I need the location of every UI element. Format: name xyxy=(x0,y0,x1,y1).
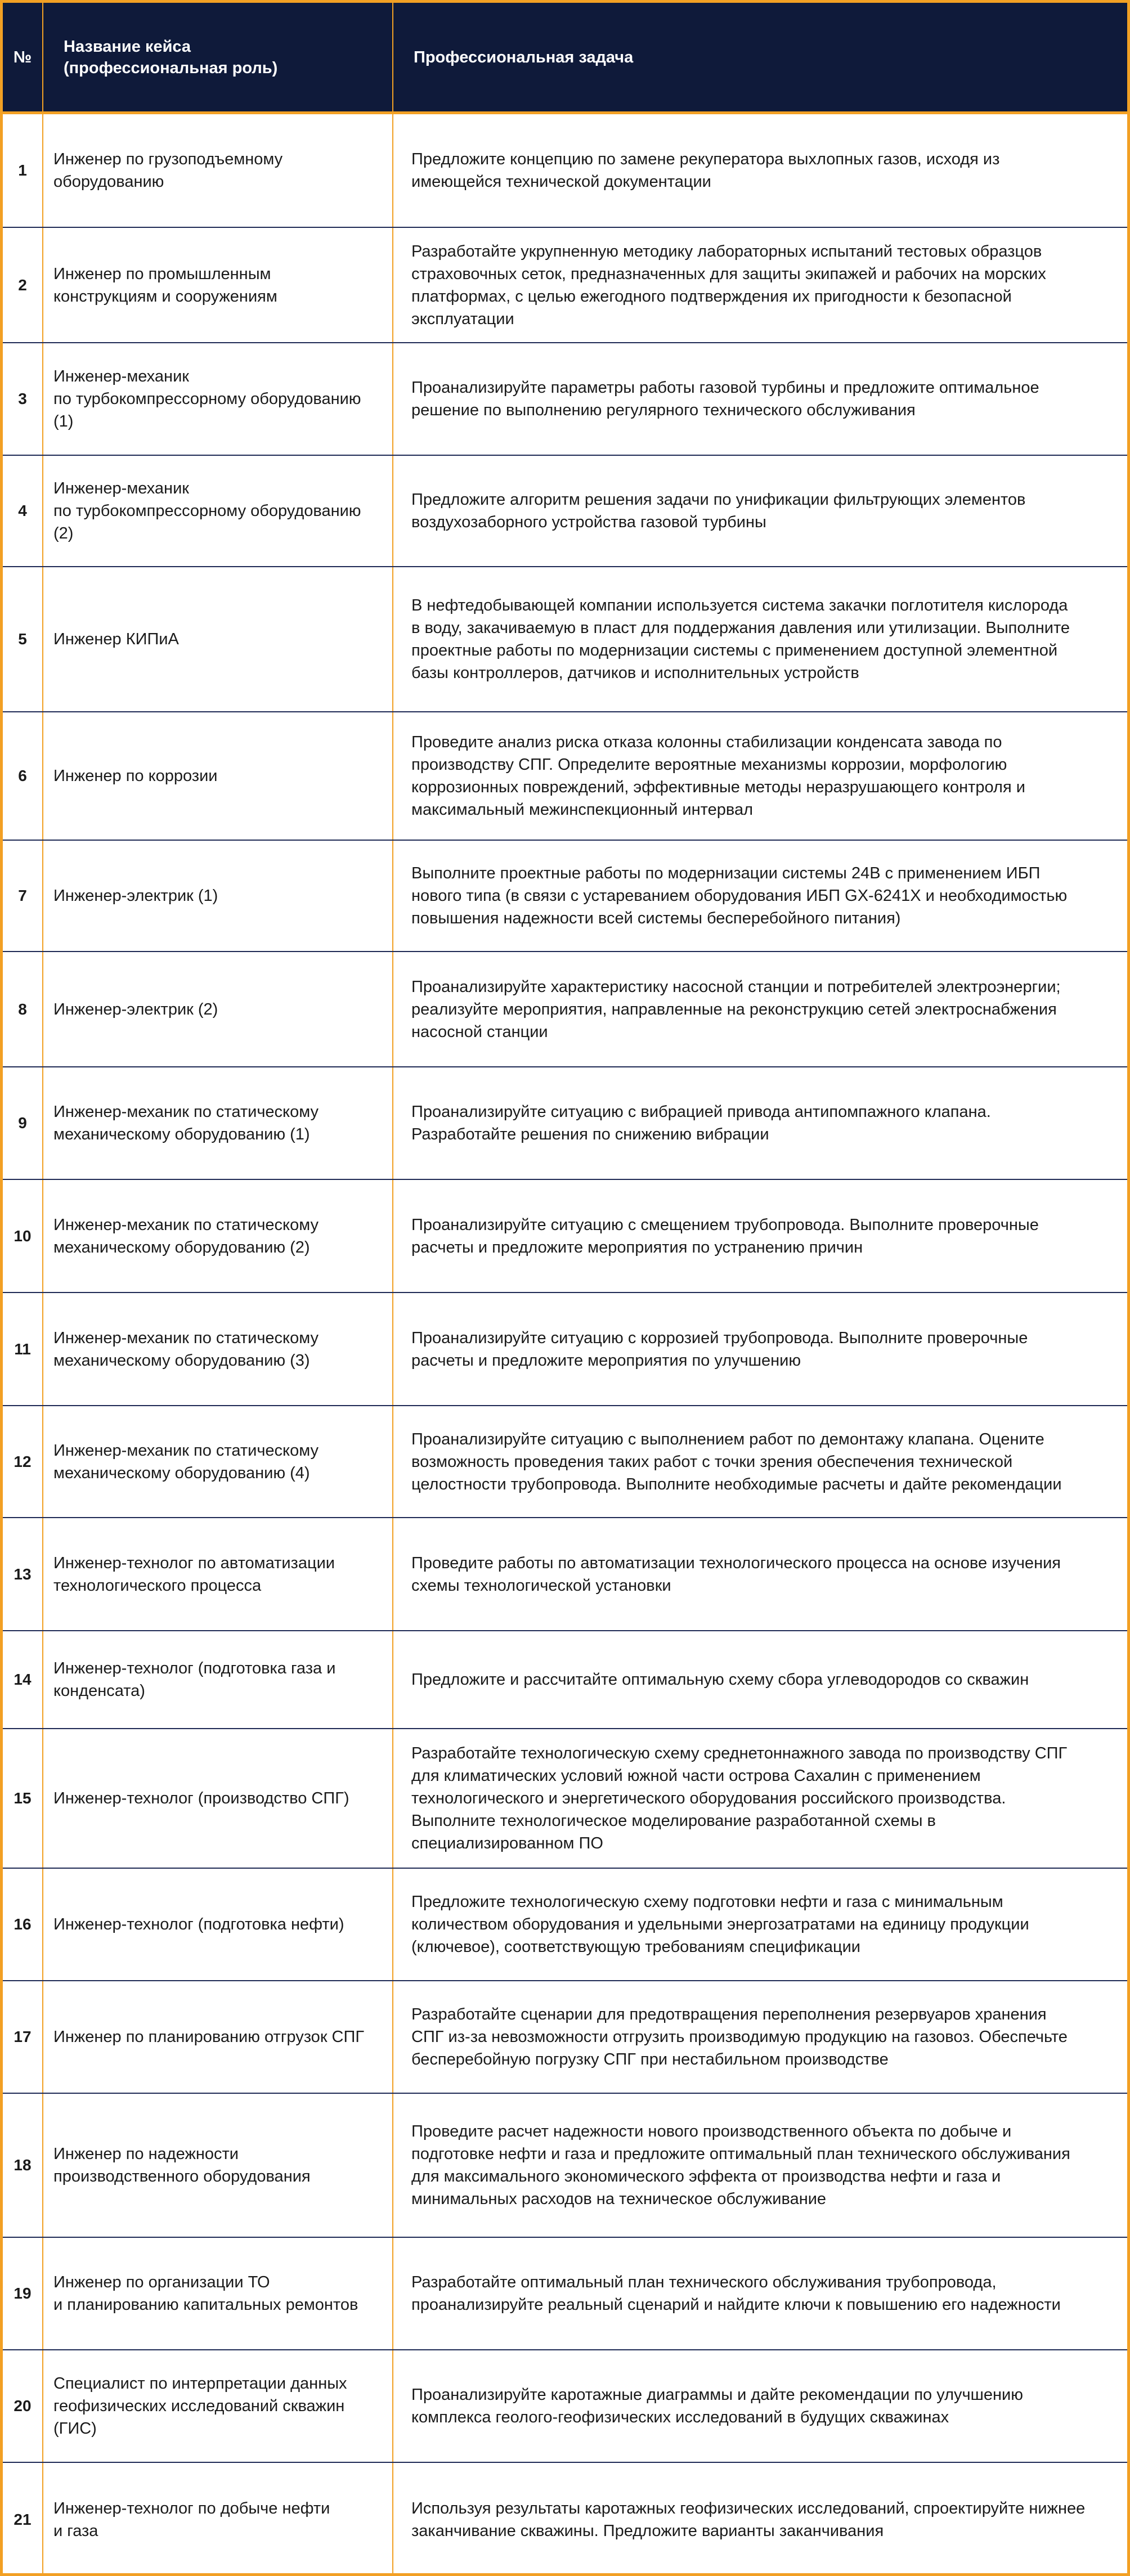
table-row xyxy=(3,1631,1127,1729)
case-number: 17 xyxy=(14,2028,32,2045)
case-role: Инженер-технолог (подготовка нефти) xyxy=(42,1869,392,1980)
case-task: Предложите алгоритм решения задачи по унификации фильтрующих элементов воздухозаборного устройства газовой турбины xyxy=(392,456,1127,566)
case-role: Инженер по промышленным конструкциям и сооружениям xyxy=(42,228,392,342)
case-role: Инженер по организации ТО и планированию капитальных ремонтов xyxy=(42,2238,392,2349)
case-role: Инженер КИПиА xyxy=(42,567,392,711)
case-role: Инженер по планированию отгрузок СПГ xyxy=(42,1981,392,2093)
case-role: Инженер-механик по статическому механическому оборудованию (2) xyxy=(42,1180,392,1292)
table-row xyxy=(3,1729,1127,1869)
case-number: 7 xyxy=(18,887,27,904)
case-role: Инженер-электрик (2) xyxy=(42,952,392,1066)
case-role: Инженер-механик по статическому механическому оборудованию (1) xyxy=(42,1067,392,1179)
case-task: Проанализируйте ситуацию с смещением трубопровода. Выполните проверочные расчеты и предложите мероприятия по устранению причин xyxy=(392,1180,1127,1292)
table-row xyxy=(3,228,1127,343)
table-row xyxy=(3,1981,1127,2094)
table-row xyxy=(3,1180,1127,1293)
header-number: № xyxy=(13,48,32,66)
table-row xyxy=(3,114,1127,228)
case-number: 5 xyxy=(18,630,27,648)
case-task: Выполните проектные работы по модернизации системы 24В с применением ИБП нового типа (в связи с устареванием оборудования ИБП GX-6241X и необходимостью повышения надежности всей системы бесперебойного питания) xyxy=(392,841,1127,951)
case-number: 2 xyxy=(18,276,27,294)
table-row xyxy=(3,1293,1127,1406)
case-task: Используя результаты каротажных геофизических исследований, спроектируйте нижнее заканчивание скважины. Предложите варианты заканчивания xyxy=(392,2463,1127,2576)
case-task: Разработайте технологическую схему среднетоннажного завода по производству СПГ для климатических условий южной части острова Сахалин с применением технологического и энергетического оборудования российского производства. Выполните технологическое моделирование разработанной схемы в специализированном ПО xyxy=(392,1729,1127,1868)
case-number: 10 xyxy=(14,1227,32,1245)
case-number: 16 xyxy=(14,1915,32,1933)
case-number: 4 xyxy=(18,502,27,519)
case-number: 3 xyxy=(18,390,27,407)
case-role: Инженер-механик по турбокомпрессорному оборудованию (2) xyxy=(42,456,392,566)
case-number: 8 xyxy=(18,1000,27,1018)
table-row xyxy=(3,1869,1127,1981)
case-task: Предложите технологическую схему подготовки нефти и газа с минимальным количеством оборудования и удельными энергозатратами на единицу продукции (ключевое), соответствующую требованиям спецификации xyxy=(392,1869,1127,1980)
case-number: 1 xyxy=(18,161,27,179)
case-role: Инженер-механик по турбокомпрессорному оборудованию (1) xyxy=(42,343,392,455)
case-role: Инженер-технолог по автоматизации технологического процесса xyxy=(42,1518,392,1630)
table-row xyxy=(3,567,1127,712)
case-role: Инженер-механик по статическому механическому оборудованию (4) xyxy=(42,1406,392,1517)
case-number: 18 xyxy=(14,2156,32,2174)
case-task: Проведите расчет надежности нового производственного объекта по добыче и подготовке нефти и газа и предложите оптимальный план технического обслуживания для максимального экономического эффекта от производства нефти и газа и минимальных расходов на техническое обслуживание xyxy=(392,2094,1127,2237)
case-task: Разработайте оптимальный план технического обслуживания трубопровода, проанализируйте реальный сценарий и найдите ключи к повышению его надежности xyxy=(392,2238,1127,2349)
case-task: Проанализируйте ситуацию с вибрацией привода антипомпажного клапана. Разработайте решения по снижению вибрации xyxy=(392,1067,1127,1179)
case-task: Проанализируйте каротажные диаграммы и дайте рекомендации по улучшению комплекса геолого-геофизических исследований в будущих скважинах xyxy=(392,2350,1127,2462)
case-number: 21 xyxy=(14,2510,32,2528)
case-task: Проанализируйте ситуацию с коррозией трубопровода. Выполните проверочные расчеты и предложите мероприятия по улучшению xyxy=(392,1293,1127,1405)
case-role: Инженер-механик по статическому механическому оборудованию (3) xyxy=(42,1293,392,1405)
case-task: Предложите и рассчитайте оптимальную схему сбора углеводородов со скважин xyxy=(392,1631,1127,1728)
table-row xyxy=(3,952,1127,1067)
case-task: Проанализируйте ситуацию с выполнением работ по демонтажу клапана. Оцените возможность проведения таких работ с точки зрения обеспечения технической целостности трубопровода. Выполните необходимые расчеты и дайте рекомендации xyxy=(392,1406,1127,1517)
case-role: Инженер по грузоподъемному оборудованию xyxy=(42,114,392,227)
case-number: 13 xyxy=(14,1565,32,1583)
case-task: В нефтедобывающей компании используется система закачки поглотителя кислорода в воду, закачиваемую в пласт для поддержания давления или утилизации. Выполните проектные работы по модернизации системы с применением доступной элементной базы контроллеров, датчиков и исполнительных устройств xyxy=(392,567,1127,711)
case-number: 14 xyxy=(14,1671,32,1688)
case-role: Инженер-технолог (подготовка газа и конденсата) xyxy=(42,1631,392,1728)
case-role: Инженер-технолог по добыче нефти и газа xyxy=(42,2463,392,2576)
case-number: 9 xyxy=(18,1114,27,1132)
table-row xyxy=(3,841,1127,952)
case-task: Разработайте укрупненную методику лабораторных испытаний тестовых образцов страховочных сеток, предназначенных для защиты экипажей и рабочих на морских платформах, с целью ежегодного подтверждения их пригодности к безопасной эксплуатации xyxy=(392,228,1127,342)
table-row xyxy=(3,2094,1127,2238)
case-task: Проанализируйте параметры работы газовой турбины и предложите оптимальное решение по выполнению регулярного технического обслуживания xyxy=(392,343,1127,455)
table-row xyxy=(3,2238,1127,2350)
case-role: Инженер по надежности производственного оборудования xyxy=(42,2094,392,2237)
header-case-name: Название кейса (профессиональная роль) xyxy=(42,3,392,111)
table-row xyxy=(3,1406,1127,1518)
case-task: Проанализируйте характеристику насосной станции и потребителей электроэнергии; реализуйте мероприятия, направленные на реконструкцию сетей электроснабжения насосной станции xyxy=(392,952,1127,1066)
case-number: 6 xyxy=(18,767,27,784)
case-role: Инженер по коррозии xyxy=(42,712,392,840)
case-number: 19 xyxy=(14,2285,32,2302)
table-row xyxy=(3,2350,1127,2463)
table-header xyxy=(3,3,1127,114)
table-row xyxy=(3,1518,1127,1631)
case-task: Предложите концепцию по замене рекуператора выхлопных газов, исходя из имеющейся технической документации xyxy=(392,114,1127,227)
case-number: 12 xyxy=(14,1452,32,1470)
case-role: Специалист по интерпретации данных геофизических исследований скважин (ГИС) xyxy=(42,2350,392,2462)
table-row xyxy=(3,456,1127,567)
case-task: Проведите работы по автоматизации технологического процесса на основе изучения схемы технологической установки xyxy=(392,1518,1127,1630)
case-number: 15 xyxy=(14,1789,32,1807)
table-row xyxy=(3,712,1127,841)
case-task: Проведите анализ риска отказа колонны стабилизации конденсата завода по производству СПГ. Определите вероятные механизмы коррозии, морфологию коррозионных повреждений, эффективные методы неразрушающего контроля и максимальный межинспекционный интервал xyxy=(392,712,1127,840)
table-row xyxy=(3,1067,1127,1180)
table-row xyxy=(3,2463,1127,2576)
table-row xyxy=(3,343,1127,456)
case-role: Инженер-электрик (1) xyxy=(42,841,392,951)
case-task: Разработайте сценарии для предотвращения переполнения резервуаров хранения СПГ из-за невозможности отгрузить производимую продукцию на газовоз. Обеспечьте бесперебойную погрузку СПГ при нестабильном производстве xyxy=(392,1981,1127,2093)
case-role: Инженер-технолог (производство СПГ) xyxy=(42,1729,392,1868)
case-number: 20 xyxy=(14,2397,32,2415)
case-number: 11 xyxy=(14,1340,31,1358)
header-task: Профессиональная задача xyxy=(392,3,1127,111)
